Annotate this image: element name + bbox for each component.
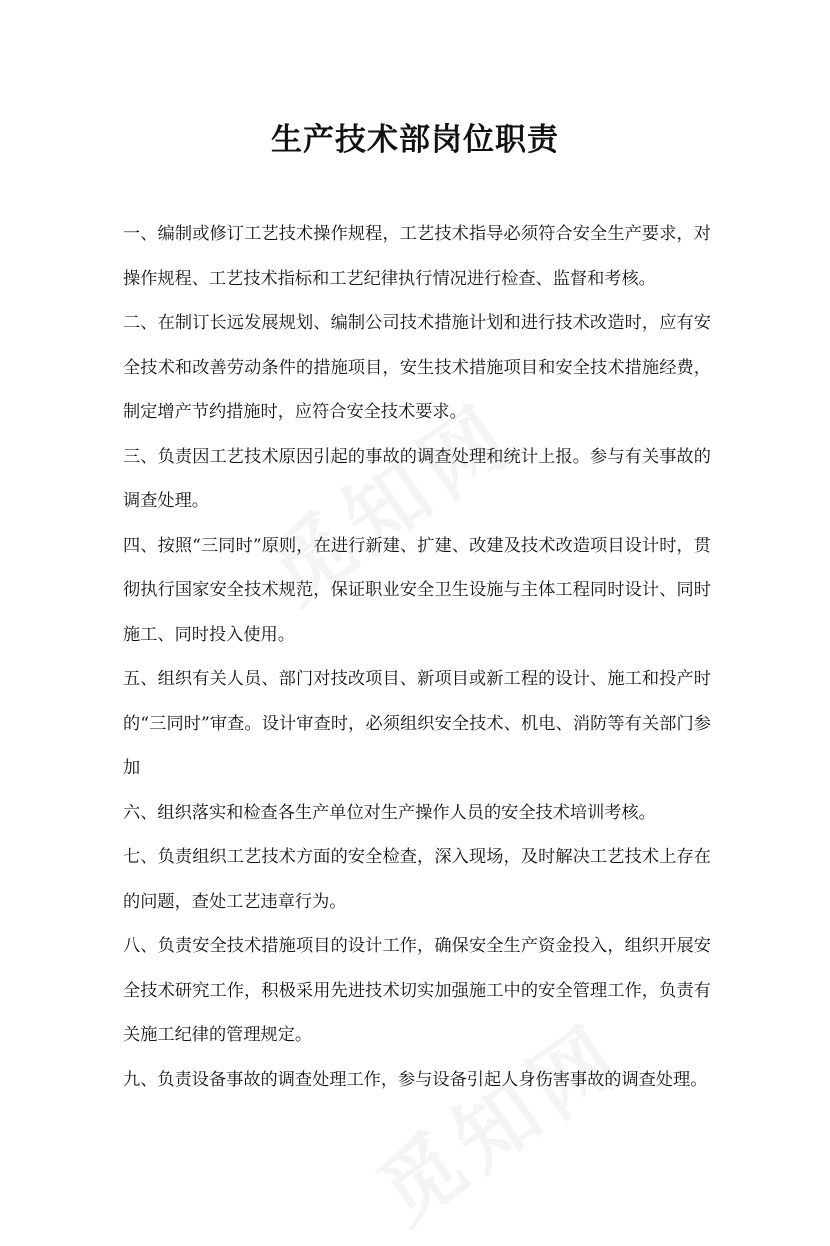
duty-paragraph-1: 一、编制或修订工艺技术操作规程，工艺技术指导必须符合安全生产要求，对操作规程、工艺技术指标和工艺纪律执行情况进行检查、监督和考核。 — [123, 224, 711, 289]
duty-paragraph-8: 八、负责安全技术措施项目的设计工作，确保安全生产资金投入，组织开展安全技术研究工作，积极采用先进技术切实加强施工中的安全管理工作，负责有关施工纪律的管理规定。 — [123, 936, 711, 1045]
page-title: 生产技术部岗位职责 — [271, 122, 559, 158]
duty-paragraph-3: 三、负责因工艺技术原因引起的事故的调查处理和统计上报。参与有关事故的调查处理。 — [123, 446, 711, 511]
duty-paragraph-4: 四、按照“三同时”原则，在进行新建、扩建、改建及技术改造项目设计时，贯彻执行国家安全技术规范，保证职业安全卫生设施与主体工程同时设计、同时施工、同时投入使用。 — [123, 535, 711, 645]
duty-paragraph-7: 七、负责组织工艺技术方面的安全检查，深入现场，及时解决工艺技术上存在的问题，查处工艺违章行为。 — [123, 847, 711, 912]
document-body — [123, 212, 711, 1102]
duty-paragraph-2: 二、在制订长远发展规划、编制公司技术措施计划和进行技术改造时，应有安全技术和改善劳动条件的措施项目，安生技术措施项目和安全技术措施经费，制定增产节约措施时，应符合安全技术要求。 — [123, 313, 711, 422]
duty-paragraph-5: 五、组织有关人员、部门对技改项目、新项目或新工程的设计、施工和投产时的“三同时”审查。设计审查时，必须组织安全技术、机电、消防等有关部门参加 — [123, 669, 711, 778]
duty-paragraph-6: 六、组织落实和检查各生产单位对生产操作人员的安全技术培训考核。 — [123, 802, 656, 823]
duty-paragraph-9: 九、负责设备事故的调查处理工作，参与设备引起人身伤害事故的调查处理。 — [123, 1069, 708, 1090]
